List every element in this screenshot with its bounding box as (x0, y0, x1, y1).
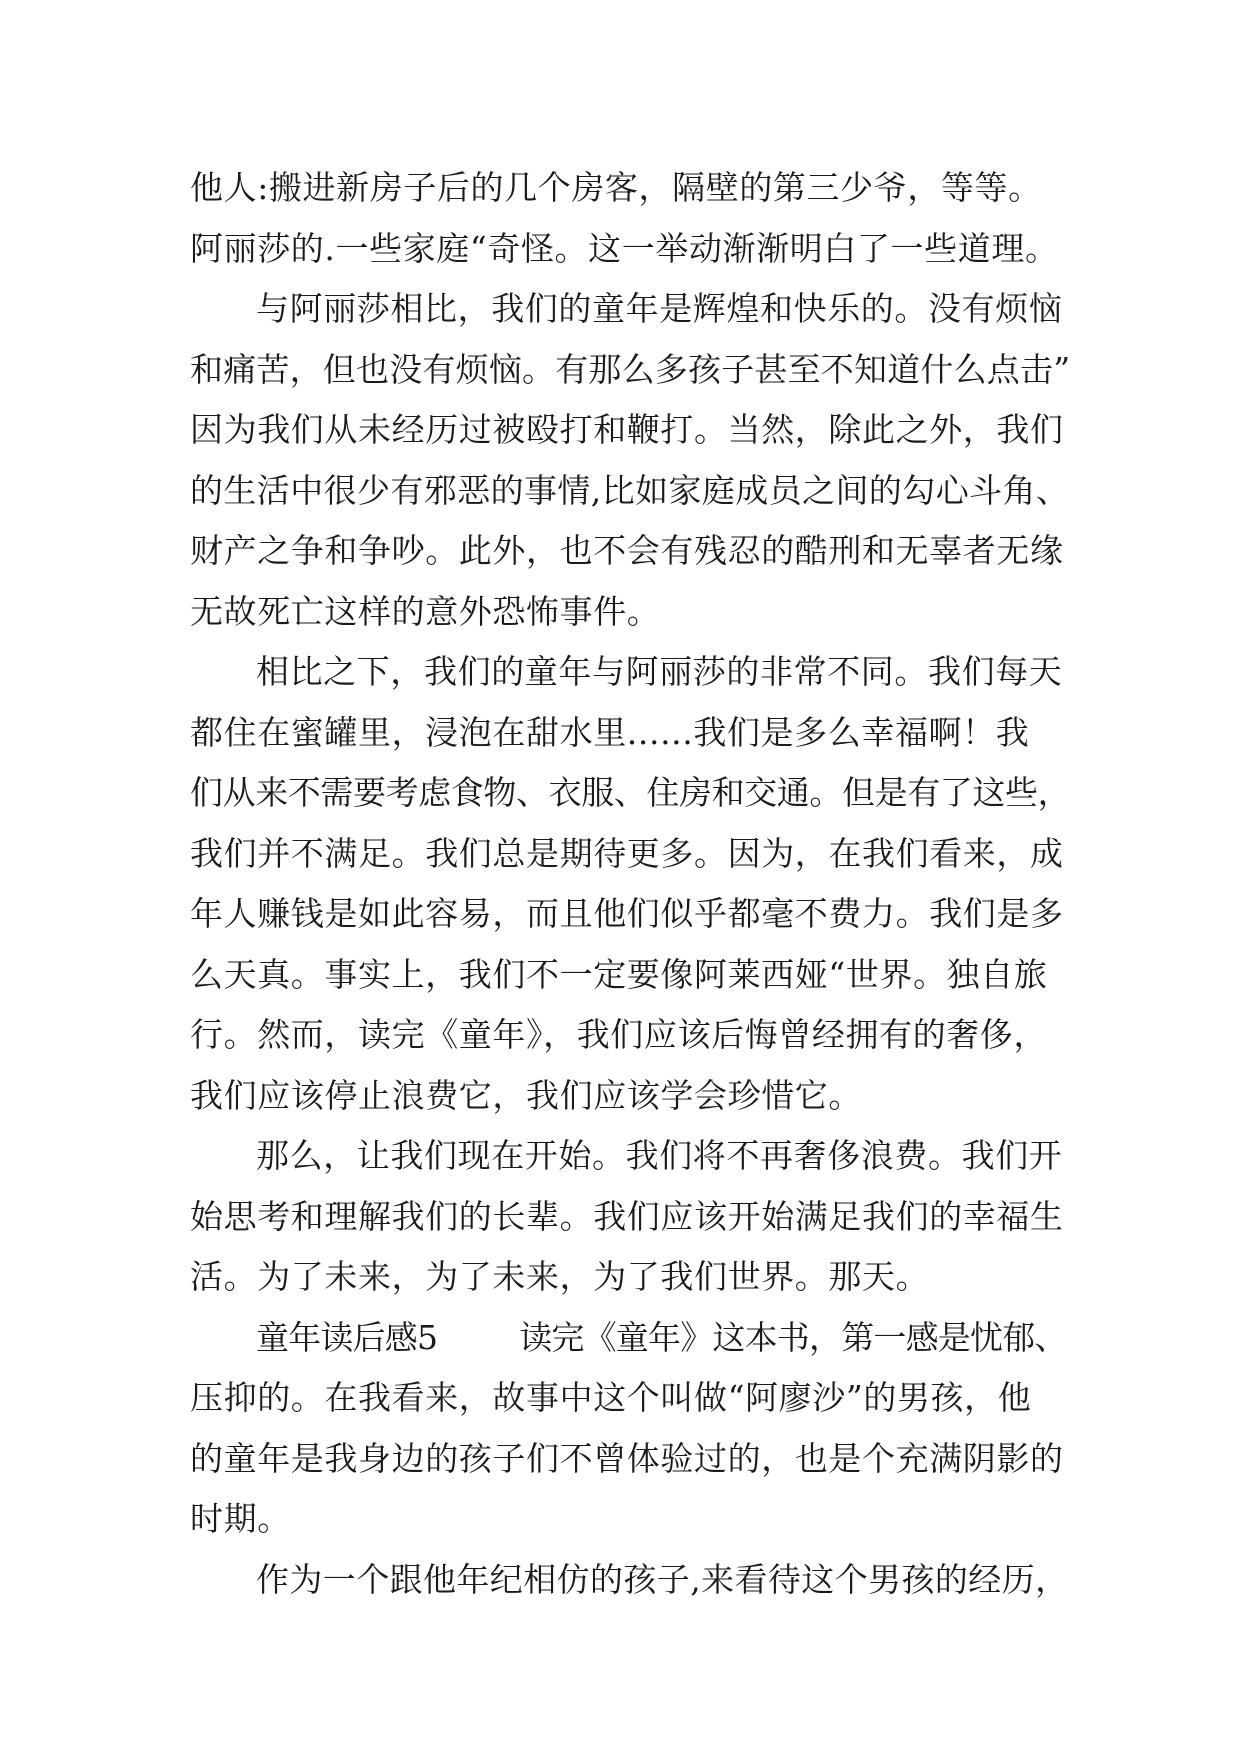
text-line: 活。为了未来，为了未来，为了我们世界。那天。 (190, 1257, 930, 1296)
paragraph-start-line: 与阿丽莎相比，我们的童年是辉煌和快乐的。没有烦恼 (256, 289, 1063, 328)
text-line: 他人:搬进新房子后的几个房客，隔壁的第三少爷，等等。 (190, 168, 1042, 207)
text-line: 我们并不满足。我们总是期待更多。因为，在我们看来，成 (190, 833, 1064, 873)
text-line: 阿丽莎的.一些家庭“奇怪。这一举动渐渐明白了一些道理。 (190, 228, 1059, 268)
text-line: 么天真。事实上，我们不一定要像阿莱西娅“世界。独自旅 (190, 954, 1048, 994)
text-line: 因为我们从未经历过被殴打和鞭打。当然，除此之外，我们 (190, 410, 1064, 449)
text-line: 都住在蜜罐里，浸泡在甜水里......我们是多么幸福啊！我 (190, 712, 1030, 752)
paragraph-start-line: 那么，让我们现在开始。我们将不再奢侈浪费。我们开 (256, 1136, 1063, 1175)
text-line: 无故死亡这样的意外恐怖事件。 (190, 591, 661, 631)
text-line: 行。然而，读完《童年》，我们应该后悔曾经拥有的奢侈， (190, 1015, 1048, 1054)
text-line: 和痛苦，但也没有烦恼。有那么多孩子甚至不知道什么点击” (190, 349, 1071, 389)
text-line: 们从来不需要考虑食物、衣服、住房和交通。但是有了这些， (190, 773, 1071, 812)
text-line: 压抑的。在我看来，故事中这个叫做“阿廖沙”的男孩，他 (190, 1378, 1032, 1417)
paragraph-start-line: 作为一个跟他年纪相仿的孩子,来看待这个男孩的经历， (256, 1559, 1069, 1599)
paragraph-start-line: 相比之下，我们的童年与阿丽莎的非常不同。我们每天 (256, 652, 1063, 691)
text-line-continuation: 读完《童年》这本书，第一感是忧郁、 (519, 1317, 1067, 1357)
text-line: 的童年是我身边的孩子们不曾体验过的，也是个充满阴影的 (190, 1438, 1064, 1478)
text-line: 的生活中很少有邪恶的事情,比如家庭成员之间的勾心斗角、 (190, 470, 1070, 510)
text-line: 财产之争和争吵。此外，也不会有残忍的酷刑和无辜者无缘 (190, 531, 1064, 570)
body-text (190, 158, 1070, 1610)
text-line: 始思考和理解我们的长辈。我们应该开始满足我们的幸福生 (190, 1196, 1064, 1236)
text-line: 我们应该停止浪费它，我们应该学会珍惜它。 (190, 1075, 862, 1115)
text-line: 时期。 (190, 1499, 291, 1538)
text-line: 年人赚钱是如此容易，而且他们似乎都毫不费力。我们是多 (190, 894, 1064, 933)
section-heading: 童年读后感5 (256, 1317, 438, 1357)
section-heading-line (190, 1308, 1070, 1369)
